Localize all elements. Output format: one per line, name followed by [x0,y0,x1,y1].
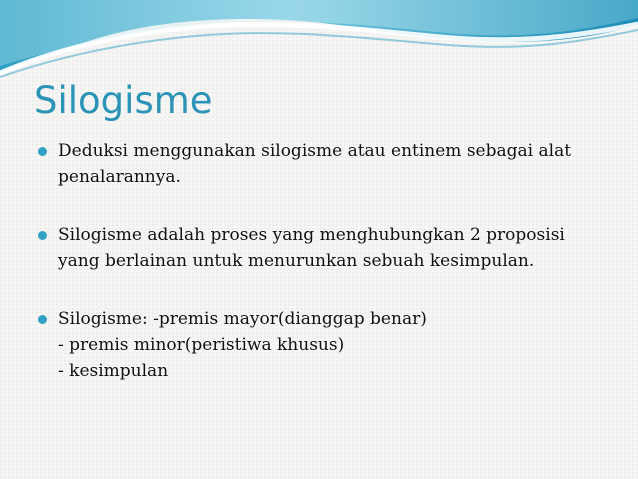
bullet-item-deduksi [38,138,608,190]
bullet-item-silogisme-premises [38,306,608,384]
bullet-text: Deduksi menggunakan silogisme atau entinem sebagai alat penalarannya. [58,141,572,187]
bullet-list [38,138,608,384]
slide-title: Silogisme [34,79,213,122]
bullet-icon [38,315,47,324]
decorative-wave-header [0,0,638,80]
bullet-icon [38,231,47,240]
bullet-text: Silogisme adalah proses yang menghubungkan 2 proposisi yang berlainan untuk menurunkan sebuah kesimpulan. [58,225,565,271]
bullet-icon [38,147,47,156]
bullet-text: Silogisme: -premis mayor(dianggap benar) - premis minor(peristiwa khusus) - kesimpulan [58,309,427,381]
bullet-item-silogisme-definition [38,222,608,274]
